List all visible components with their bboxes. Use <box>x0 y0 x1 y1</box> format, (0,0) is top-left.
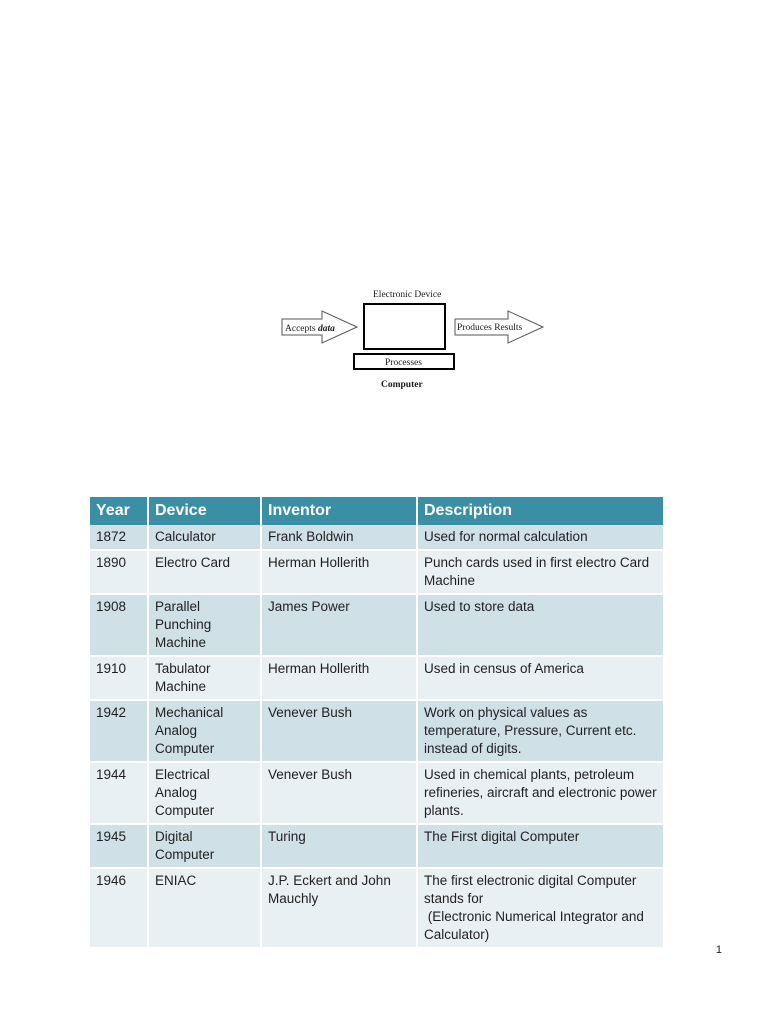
cell-description <box>417 868 663 948</box>
diagram-process-label: Processes <box>385 358 422 368</box>
cell-description: Used for normal calculation <box>417 525 663 550</box>
electronic-device-box <box>364 304 445 349</box>
cell-inventor: Herman Hollerith <box>261 550 417 594</box>
diagram-caption: Computer <box>381 380 423 390</box>
cell-inventor: J.P. Eckert and John Mauchly <box>261 868 417 948</box>
cell-inventor: James Power <box>261 594 417 656</box>
cell-device: Electro Card <box>148 550 261 594</box>
cell-year: 1872 <box>90 525 148 550</box>
cell-description: Work on physical values as temperature, Pressure, Current etc. instead of digits. <box>417 700 663 762</box>
cell-description: Punch cards used in first electro Card Machine <box>417 550 663 594</box>
cell-inventor: Venever Bush <box>261 762 417 824</box>
cell-year: 1910 <box>90 656 148 700</box>
cell-device: Digital Computer <box>148 824 261 868</box>
cell-device: Tabulator Machine <box>148 656 261 700</box>
cell-device: Mechanical Analog Computer <box>148 700 261 762</box>
computer-diagram-svg <box>270 283 560 403</box>
cell-description-main: The first electronic digital Computer stands for <box>424 873 641 906</box>
computer-diagram <box>270 283 560 403</box>
table-row <box>90 824 663 868</box>
column-header-device: Device <box>148 497 261 525</box>
cell-device: Parallel Punching Machine <box>148 594 261 656</box>
cell-year: 1944 <box>90 762 148 824</box>
diagram-output-label: Produces Results <box>457 323 523 333</box>
table-row <box>90 525 663 550</box>
diagram-input-label <box>285 324 335 334</box>
cell-description: Used in census of America <box>417 656 663 700</box>
table-header-row <box>90 497 663 525</box>
table-row <box>90 550 663 594</box>
cell-description: Used to store data <box>417 594 663 656</box>
cell-device: Electrical Analog Computer <box>148 762 261 824</box>
column-header-year: Year <box>90 497 148 525</box>
cell-inventor: Turing <box>261 824 417 868</box>
page-number: 1 <box>715 944 722 956</box>
diagram-input-label-prefix: Accepts <box>285 324 318 334</box>
cell-year: 1942 <box>90 700 148 762</box>
cell-description-extra: (Electronic Numerical Integrator and Calculator) <box>424 909 648 942</box>
cell-device: ENIAC <box>148 868 261 948</box>
cell-year: 1890 <box>90 550 148 594</box>
table-row <box>90 762 663 824</box>
cell-inventor: Herman Hollerith <box>261 656 417 700</box>
table-row <box>90 656 663 700</box>
column-header-inventor: Inventor <box>261 497 417 525</box>
diagram-top-label: Electronic Device <box>373 290 442 300</box>
column-header-description: Description <box>417 497 663 525</box>
cell-year: 1946 <box>90 868 148 948</box>
cell-year: 1945 <box>90 824 148 868</box>
table-row <box>90 868 663 948</box>
diagram-input-label-emphasis: data <box>317 324 335 334</box>
cell-device: Calculator <box>148 525 261 550</box>
cell-description: The First digital Computer <box>417 824 663 868</box>
cell-inventor: Frank Boldwin <box>261 525 417 550</box>
cell-year: 1908 <box>90 594 148 656</box>
cell-inventor: Venever Bush <box>261 700 417 762</box>
computer-history-table <box>90 497 663 949</box>
table-row <box>90 594 663 656</box>
cell-description: Used in chemical plants, petroleum refineries, aircraft and electronic power plants. <box>417 762 663 824</box>
table-row <box>90 700 663 762</box>
